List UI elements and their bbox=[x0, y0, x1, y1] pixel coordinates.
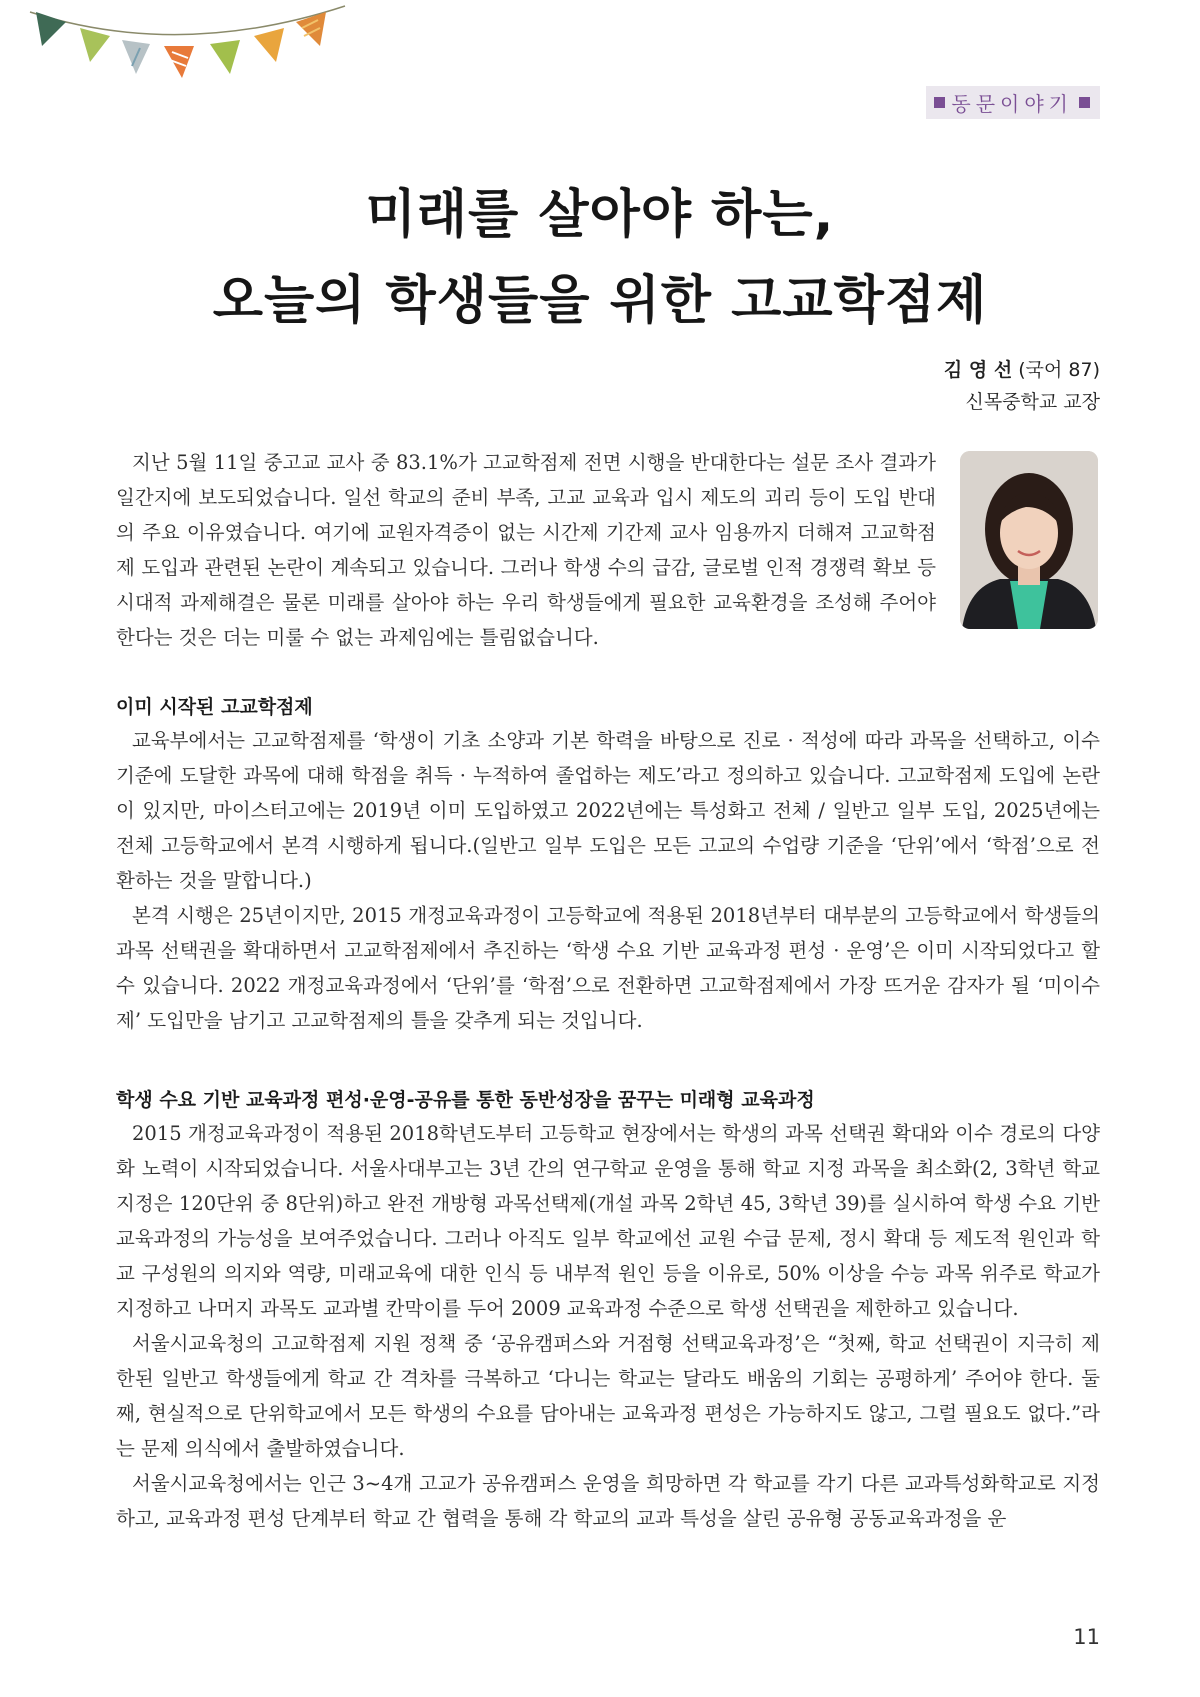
section-tag-label: 동문이야기 bbox=[951, 92, 1073, 116]
square-bullet-icon bbox=[934, 97, 945, 108]
intro-paragraph-block bbox=[116, 445, 936, 655]
article-title bbox=[0, 172, 1200, 344]
section-tag bbox=[926, 86, 1100, 119]
author-photo bbox=[960, 451, 1098, 629]
section1-paragraph: 교육부에서는 고교학점제를 ‘학생이 기초 소양과 기본 학력을 바탕으로 진로 · 적성에 따라 과목을 선택하고, 이수 기준에 도달한 과목에 대해 학점을 취득 · 누적하여 졸업하는 제도’라고 정의하고 있습니다. 고교학점제 도입에 논란이 있지만, 마이스터고에는 2019년 이미 도입하였고 2022년에는 특성화고 전체 / 일반고 일부 도입, 2025년에는 전체 고등학교에서 본격 시행하게 됩니다.(일반고 일부 도입은 모든 고교의 수업량 기준을 ‘단위’에서 ‘학점’으로 전환하는 것을 말합니다.) bbox=[116, 729, 1100, 892]
article-title-line1: 미래를 살아야 하는, bbox=[365, 185, 835, 245]
author-dept: (국어 87) bbox=[1018, 359, 1100, 381]
author-position: 신목중학교 교장 bbox=[965, 391, 1100, 413]
author-block bbox=[944, 354, 1100, 418]
section2-paragraph: 서울시교육청에서는 인근 3~4개 고교가 공유캠퍼스 운영을 희망하면 각 학교를 각기 다른 교과특성화학교로 지정하고, 교육과정 편성 단계부터 학교 간 협력을 통해 각 학교의 교과 특성을 살린 공유형 공동교육과정을 운 bbox=[116, 1472, 1100, 1530]
bunting-decoration bbox=[0, 0, 370, 110]
section1-heading: 이미 시작된 고교학점제 bbox=[116, 696, 313, 718]
square-bullet-icon bbox=[1079, 97, 1090, 108]
page-number: 11 bbox=[1073, 1625, 1100, 1649]
section2-paragraph: 2015 개정교육과정이 적용된 2018학년도부터 고등학교 현장에서는 학생의 과목 선택권 확대와 이수 경로의 다양화 노력이 시작되었습니다. 서울사대부고는 3년 간의 연구학교 운영을 통해 학교 지정 과목을 최소화(2, 3학년 학교 지정은 120단위 중 8단위)하고 완전 개방형 과목선택제(개설 과목 2학년 45, 3학년 39)를 실시하여 학생 수요 기반 교육과정의 가능성을 보여주었습니다. 그러나 아직도 일부 학교에선 교원 수급 문제, 정시 확대 등 제도적 원인과 학교 구성원의 의지와 역량, 미래교육에 대한 인식 등 내부적 원인 등을 이유로, 50% 이상을 수능 과목 위주로 학교가 지정하고 나머지 과목도 교과별 칸막이를 두어 2009 교육과정 수준으로 학생 선택권을 제한하고 있습니다. bbox=[116, 1122, 1100, 1320]
section2-heading: 학생 수요 기반 교육과정 편성·운영-공유를 통한 동반성장을 꿈꾸는 미래형 교육과정 bbox=[116, 1089, 815, 1111]
intro-paragraph: 지난 5월 11일 중고교 교사 중 83.1%가 고교학점제 전면 시행을 반대한다는 설문 조사 결과가 일간지에 보도되었습니다. 일선 학교의 준비 부족, 고교 교육과 입시 제도의 괴리 등이 도입 반대의 주요 이유였습니다. 여기에 교원자격증이 없는 시간제 기간제 교사 임용까지 더해져 고교학점제 도입과 관련된 논란이 계속되고 있습니다. 그러나 학생 수의 급감, 글로벌 인적 경쟁력 확보 등 시대적 과제해결은 물론 미래를 살아야 하는 우리 학생들에게 필요한 교육환경을 조성해 주어야 한다는 것은 더는 미룰 수 없는 과제임에는 틀림없습니다. bbox=[116, 451, 936, 649]
section1-paragraph: 본격 시행은 25년이지만, 2015 개정교육과정이 고등학교에 적용된 2018년부터 대부분의 고등학교에서 학생들의 과목 선택권을 확대하면서 고교학점제에서 추진하는 ‘학생 수요 기반 교육과정 편성 · 운영’은 이미 시작되었다고 할 수 있습니다. 2022 개정교육과정에서 ‘단위’를 ‘학점’으로 전환하면 고교학점제에서 가장 뜨거운 감자가 될 ‘미이수제’ 도입만을 남기고 고교학점제의 틀을 갖추게 되는 것입니다. bbox=[116, 904, 1100, 1032]
section2-body bbox=[116, 1116, 1100, 1536]
section1-body bbox=[116, 723, 1100, 1038]
article-title-line2: 오늘의 학생들을 위한 고교학점제 bbox=[212, 271, 988, 331]
section2-paragraph: 서울시교육청의 고교학점제 지원 정책 중 ‘공유캠퍼스와 거점형 선택교육과정’은 “첫째, 학교 선택권이 지극히 제한된 일반고 학생들에게 학교 간 격차를 극복하고 ‘다니는 학교는 달라도 배움의 기회는 공평하게’ 주어야 한다. 둘째, 현실적으로 단위학교에서 모든 학생의 수요를 담아내는 교육과정 편성은 가능하지도 않고, 그럴 필요도 없다.”라는 문제 의식에서 출발하였습니다. bbox=[116, 1332, 1100, 1460]
author-name: 김 영 선 bbox=[943, 359, 1013, 381]
